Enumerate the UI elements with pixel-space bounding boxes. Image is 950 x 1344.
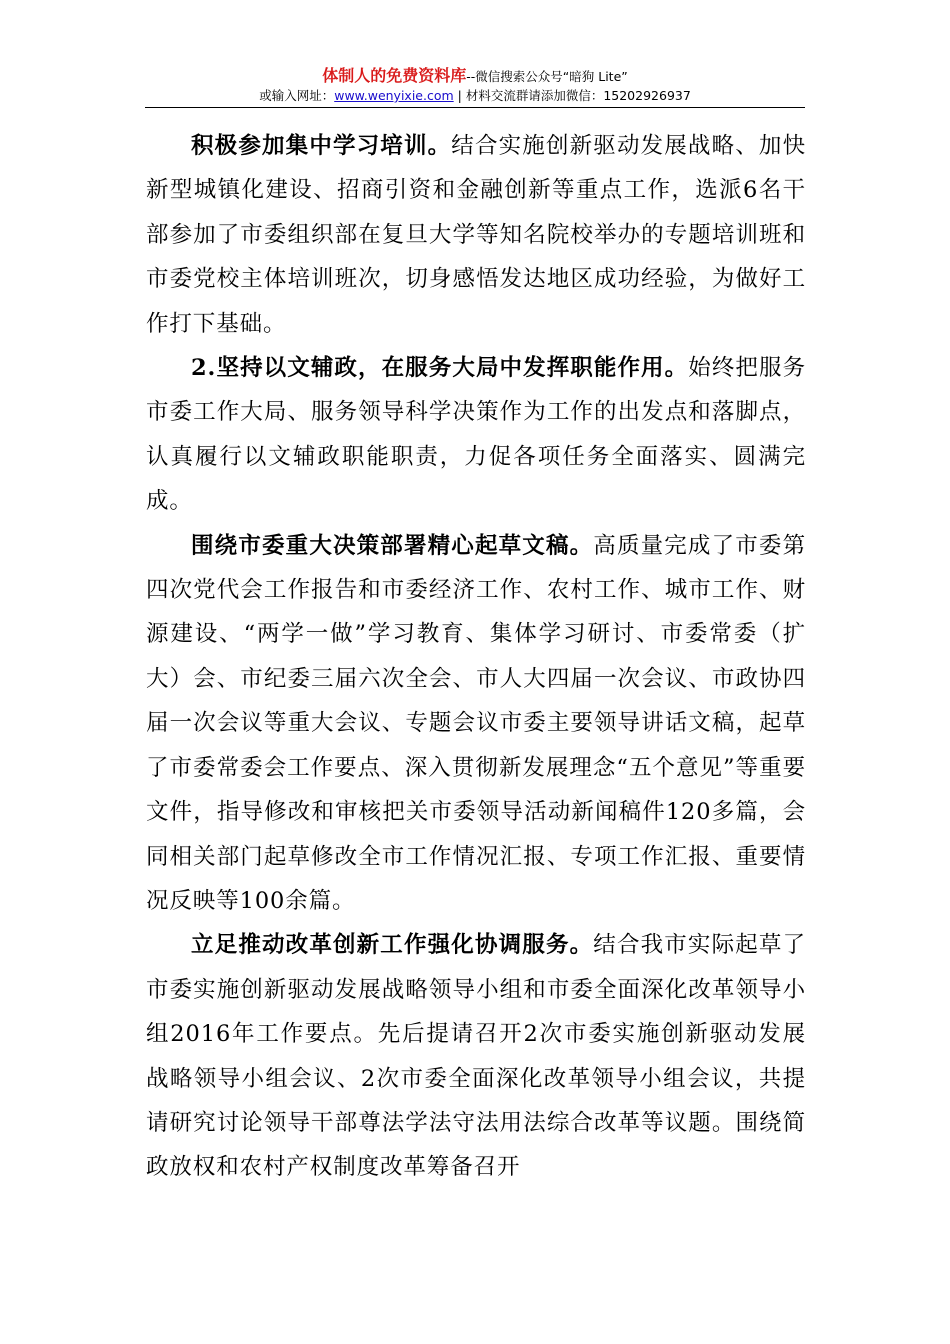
header-contact: | 材料交流群请添加微信：15202926937: [453, 88, 691, 103]
header-url-link[interactable]: www.wenyixie.com: [334, 88, 454, 103]
header-title-line: [145, 66, 805, 87]
paragraph-lead: 立足推动改革创新工作强化协调服务。: [191, 932, 594, 959]
paragraph-text: 高质量完成了市委第四次党代会工作报告和市委经济工作、农村工作、城市工作、财源建设、“两学一做”学习教育、集体学习研讨、市委常委（扩大）会、市纪委三届六次全会、市人大四届一次会议、市政协四届一次会议等重大会议、专题会议市委主要领导讲话文稿，起草了市委常委会工作要点、深入贯彻新发展理念“五个意见”等重要文件，指导修改和审核把关市委领导活动新闻稿件120多篇，会同相关部门起草修改全市工作情况汇报、专项工作汇报、重要情况反映等100余篇。: [146, 532, 806, 914]
header-subtitle: --微信搜索公众号“暗狗 Lite”: [466, 69, 628, 84]
paragraph-lead: 2.坚持以文辅政，在服务大局中发挥职能作用。: [191, 355, 689, 382]
paragraph-lead: 围绕市委重大决策部署精心起草文稿。: [191, 532, 594, 559]
paragraph-assist-governance: [146, 346, 806, 524]
header-contact-line: [145, 87, 805, 105]
paragraph-text: 始终把服务市委工作大局、服务领导科学决策作为工作的出发点和落脚点，认真履行以文辅政职能职责，力促各项任务全面落实、圆满完成。: [146, 355, 806, 515]
paragraph-reform: [146, 923, 806, 1189]
header-divider: [145, 107, 805, 108]
page-header: [145, 66, 805, 105]
header-title: 体制人的免费资料库: [322, 66, 467, 85]
paragraph-drafting: [146, 524, 806, 924]
paragraph-lead: 积极参加集中学习培训。: [191, 133, 452, 159]
paragraph-text: 结合实施创新驱动发展战略、加快新型城镇化建设、招商引资和金融创新等重点工作，选派6名干部参加了市委组织部在复旦大学等知名院校举办的专题培训班和市委党校主体培训班次，切身感悟发达地区成功经验，为做好工作打下基础。: [146, 133, 806, 337]
header-url-prefix: 或输入网址：: [259, 88, 335, 103]
paragraph-study-training: [146, 124, 806, 346]
paragraph-text: 结合我市实际起草了市委实施创新驱动发展战略领导小组和市委全面深化改革领导小组2016年工作要点。先后提请召开2次市委实施创新驱动发展战略领导小组会议、2次市委全面深化改革领导小组会议，共提请研究讨论领导干部尊法学法守法用法综合改革等议题。围绕简政放权和农村产权制度改革筹备召开: [146, 932, 806, 1181]
document-body: [146, 124, 806, 1190]
